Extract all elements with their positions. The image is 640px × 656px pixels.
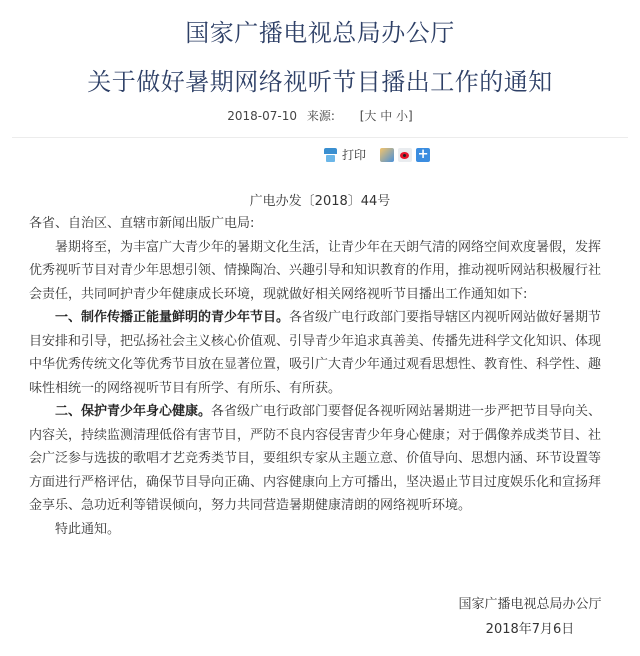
section-2-heading: 二、保护青少年身心健康。 xyxy=(55,404,212,419)
closing: 特此通知。 xyxy=(55,521,121,537)
share-toolbar xyxy=(323,146,430,163)
document-number: 广电办发〔2018〕44号 xyxy=(249,194,391,209)
print-button[interactable]: 打印 xyxy=(342,148,367,162)
publish-date: 2018-07-10 xyxy=(227,109,298,123)
section-1-heading: 一、制作传播正能量鲜明的青少年节目。 xyxy=(55,310,290,325)
font-size-switcher[interactable]: [大 中 小] xyxy=(359,109,413,123)
document-title: 关于做好暑期网络视听节目播出工作的通知 xyxy=(87,68,553,96)
signature-org: 国家广播电视总局办公厅 xyxy=(458,597,602,612)
print-icon[interactable] xyxy=(323,148,338,162)
salutation: 各省、自治区、直辖市新闻出版广电局: xyxy=(29,216,255,231)
qzone-share-icon[interactable] xyxy=(380,148,394,162)
section-1-body: 各省级广电行政部门要指导辖区内视听网站做好暑期节目安排和引导，把弘扬社会主义核心价值观、引导青少年追求真善美、传播先进科学文化知识、体现中华优秀传统文化等优秀节目放在显著位置，吸引广大青少年通过观看思想性、教育性、科学性、趣味性相统一的网络视听节目有所学、有所乐、有所获。 xyxy=(29,310,602,396)
document-body xyxy=(29,212,609,541)
signature-block xyxy=(430,592,630,642)
org-title: 国家广播电视总局办公厅 xyxy=(185,19,455,47)
section-1 xyxy=(29,306,609,400)
more-share-icon[interactable]: + xyxy=(417,146,429,162)
meta-line xyxy=(0,107,640,124)
section-2-body: 各省级广电行政部门要督促各视听网站暑期进一步严把节目导向关、内容关，持续监测清理低俗有害节目，严防不良内容侵害青少年身心健康；对于偶像养成类节目、社会广泛参与选拔的歌唱才艺竞秀类节目，要组织专家从主题立意、价值导向、思想内涵、环节设置等方面进行严格评估，确保节目导向正确、内容健康向上方可播出，坚决遏止节目过度娱乐化和宣扬拜金享乐、急功近利等错误倾向，努力共同营造暑期健康清朗的网络视听环境。 xyxy=(29,404,602,513)
signature-date: 2018年7月6日 xyxy=(485,622,575,637)
weibo-share-icon[interactable] xyxy=(398,148,412,162)
section-2 xyxy=(29,400,609,518)
source-label: 来源: xyxy=(306,109,335,123)
divider xyxy=(12,137,628,138)
intro-paragraph: 暑期将至，为丰富广大青少年的暑期文化生活，让青少年在天朗气清的网络空间欢度暑假，发挥优秀视听节目对青少年思想引领、情操陶冶、兴趣引导和知识教育的作用，推动视听网站积极履行社会责任，共同呵护青少年健康成长环境，现就做好相关网络视听节目播出工作通知如下: xyxy=(29,239,602,302)
